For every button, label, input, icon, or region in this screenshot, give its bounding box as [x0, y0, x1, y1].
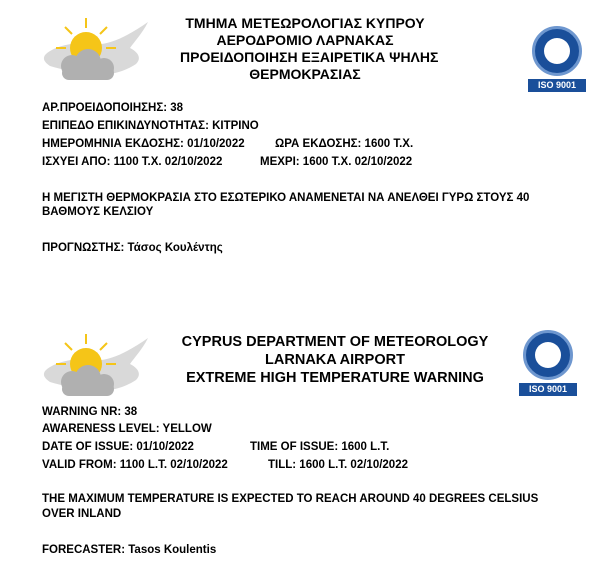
greek-time-of-issue: ΩΡΑ ΕΚΔΟΣΗΣ: 1600 Τ.Χ. [275, 138, 414, 150]
greek-warning-number: ΑΡ.ΠΡΟΕΙΔΟΠΟΙΗΣΗΣ: 38 [42, 102, 184, 114]
english-date-of-issue: DATE OF ISSUE: 01/10/2022 [42, 441, 194, 453]
greek-title-line-3: ΠΡΟΕΙΔΟΠΟΙΗΣΗ ΕΞΑΙΡΕΤΙΚΑ ΨΗΛΗΣ [180, 49, 439, 65]
english-message-line-2: OVER INLAND [42, 508, 122, 520]
greek-forecaster [42, 242, 223, 254]
iso-9001-badge [515, 326, 581, 400]
english-title-line-2: LARNAKA AIRPORT [265, 352, 405, 368]
greek-title-line-1: ΤΜΗΜΑ ΜΕΤΕΩΡΟΛΟΓΙΑΣ ΚΥΠΡΟΥ [185, 15, 425, 31]
greek-message-line-1: Η ΜΕΓΙΣΤΗ ΘΕΡΜΟΚΡΑΣΙΑ ΣΤΟ ΕΣΩΤΕΡΙΚΟ ΑΝΑΜΕΝΕΤΑΙ ΝΑ ΑΝΕΛΘΕΙ ΓΥΡΩ ΣΤΟΥΣ 40 [42, 192, 530, 204]
english-warning-number: WARNING NR: 38 [42, 406, 138, 418]
english-valid-from: VALID FROM: 1100 L.T. 02/10/2022 [42, 459, 228, 471]
english-title-line-3: EXTREME HIGH TEMPERATURE WARNING [186, 370, 484, 386]
greek-valid-from: ΙΣΧΥΕΙ ΑΠΟ: 1100 Τ.Χ. 02/10/2022 [42, 156, 223, 168]
english-title-line-1: CYPRUS DEPARTMENT OF METEOROLOGY [181, 334, 489, 350]
iso-seal-icon [523, 330, 573, 380]
greek-awareness-level: ΕΠΙΠΕΔΟ ΕΠΙΚΙΝΔΥΝΟΤΗΤΑΣ: ΚΙΤΡΙΝΟ [42, 120, 259, 132]
greek-title-line-2: ΑΕΡΟΔΡΟΜΙΟ ΛΑΡΝΑΚΑΣ [216, 32, 394, 48]
cyprus-weather-logo-icon [38, 330, 168, 408]
iso-label: ISO 9001 [519, 383, 577, 396]
english-time-of-issue: TIME OF ISSUE: 1600 L.T. [250, 441, 390, 453]
iso-9001-badge [524, 22, 590, 96]
greek-date-of-issue: ΗΜΕΡΟΜΗΝΙΑ ΕΚΔΟΣΗΣ: 01/10/2022 [42, 138, 245, 150]
english-message-line-1: THE MAXIMUM TEMPERATURE IS EXPECTED TO REACH AROUND 40 DEGREES CELSIUS [42, 493, 539, 505]
english-valid-till: TILL: 1600 L.T. 02/10/2022 [268, 459, 408, 471]
greek-forecaster-label: ΠΡΟΓΝΩΣΤΗΣ: [42, 242, 125, 254]
greek-forecaster-name: Τάσος Κουλέντης [127, 242, 223, 254]
english-awareness-level: AWARENESS LEVEL: YELLOW [42, 423, 212, 435]
iso-seal-icon [532, 26, 582, 76]
iso-label: ISO 9001 [528, 79, 586, 92]
english-forecaster: FORECASTER: Tasos Koulentis [42, 544, 217, 556]
greek-valid-till: ΜΕΧΡΙ: 1600 Τ.Χ. 02/10/2022 [260, 156, 413, 168]
greek-title-line-4: ΘΕΡΜΟΚΡΑΣΙΑΣ [249, 66, 361, 82]
greek-message-line-2: ΒΑΘΜΟΥΣ ΚΕΛΣΙΟΥ [42, 206, 154, 218]
cyprus-weather-logo-icon [38, 14, 168, 92]
